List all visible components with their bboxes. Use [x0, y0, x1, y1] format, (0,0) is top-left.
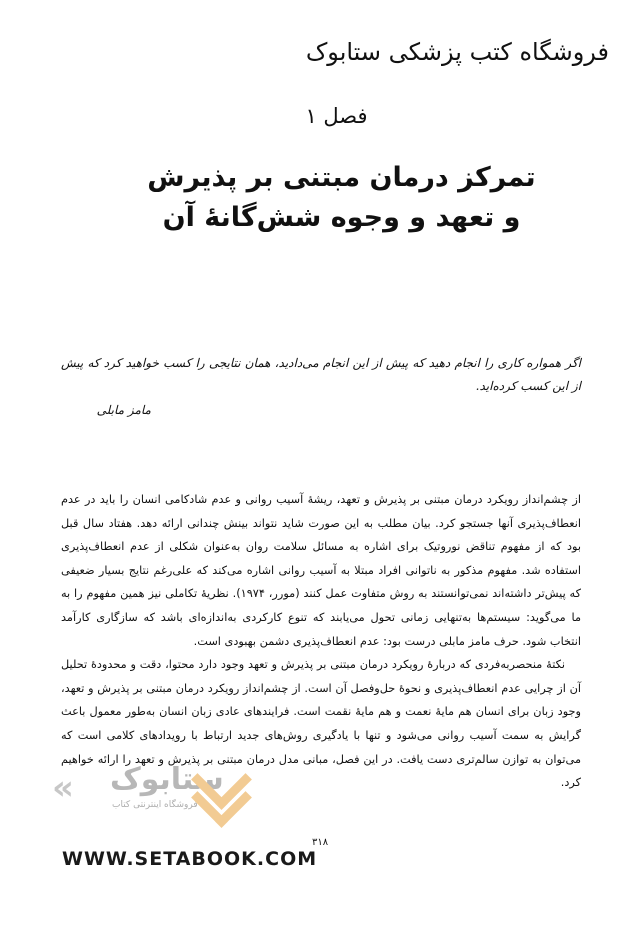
epigraph-quote: اگر همواره کاری را انجام دهید که پیش از این انجام می‌دادید، همان نتایجی را کسب خواهید کرد که پیش از این کسب کرده‌اید. [61, 356, 581, 393]
store-header: فروشگاه کتب پزشکی ستابوک [305, 38, 609, 66]
epigraph-author: مامز مابلی [96, 403, 151, 417]
body-paragraph-1: از چشم‌انداز رویکرد درمان مبتنی بر پذیرش و تعهد، ریشهٔ آسیب روانی و عدم شادکامی انسان را باید در عدم انعطاف‌پذیری آنها جستجو کرد. بیان مطلب به این صورت شاید نتواند بینش چندانی ارائه دهد. هفتاد سال قبل بود که از مفهوم تناقض نوروتیک برای اشاره به مسائل سلامت روان به‌عنوان شکلی از عدم انعطاف‌پذیری استفاده شد. مفهوم مذکور به ناتوانی افراد مبتلا به آسیب روانی اشاره می‌کند که علی‌رغم نتایج بسیار ضعیفی که پیش‌تر داشته‌اند نمی‌توانستند به روش متفاوت عمل کنند (مورر، ۱۹۷۴). نظریهٔ تکاملی نیز همین مفهوم را به ما می‌گوید: سیستم‌ها به‌تنهایی زمانی تحول می‌یابند که تنوع کارکردی به‌اندازه‌ای باشد که سازگاری کارآمد انتخاب شود. حرف مامز مابلی درست بود: عدم انعطاف‌پذیری دشمن بهبودی است. [61, 493, 581, 648]
page-number: ۳۱۸ [312, 837, 329, 848]
body-text [61, 488, 581, 795]
watermark-brand: ستابوک [110, 762, 224, 797]
chapter-label: فصل ۱ [305, 104, 368, 128]
site-url-prefix: WWW. [62, 848, 135, 870]
chapter-title-line-2: و تعهد و وجوه شش‌گانهٔ آن [162, 202, 521, 233]
site-url [62, 848, 317, 870]
site-url-suffix: .COM [256, 848, 318, 870]
chapter-title [0, 158, 643, 238]
double-chevron-icon: « [52, 768, 74, 808]
chapter-title-line-1: تمرکز درمان مبتنی بر پذیرش [147, 162, 536, 193]
watermark-subtitle: فروشگاه اینترنتی کتاب [112, 800, 198, 810]
site-url-brand: SETABOOK [134, 848, 257, 870]
setabook-watermark-logo [52, 762, 252, 822]
body-paragraph-2: نکتهٔ منحصربه‌فردی که دربارهٔ رویکرد درمان مبتنی بر پذیرش و تعهد وجود دارد محتوا، دقت و محدودهٔ تحلیل آن از چرایی عدم انعطاف‌پذیری و نحوهٔ حل‌وفصل آن است. از چشم‌انداز رویکرد درمان مبتنی بر پذیرش و تعهد، وجود زبان برای انسان هم مایهٔ نعمت و هم مایهٔ نقمت است. فرایندهای عادی زبان انسان به‌طور معمول باعث گرایش به سمت آسیب روانی می‌شود و تنها با یادگیری روش‌های جدید ارتباط با رویدادهای کلامی است که می‌توان به توازن سالم‌تری دست یافت. در این فصل، مبانی مدل درمان مبتنی بر پذیرش و تعهد را ارائه خواهیم کرد. [61, 658, 581, 790]
